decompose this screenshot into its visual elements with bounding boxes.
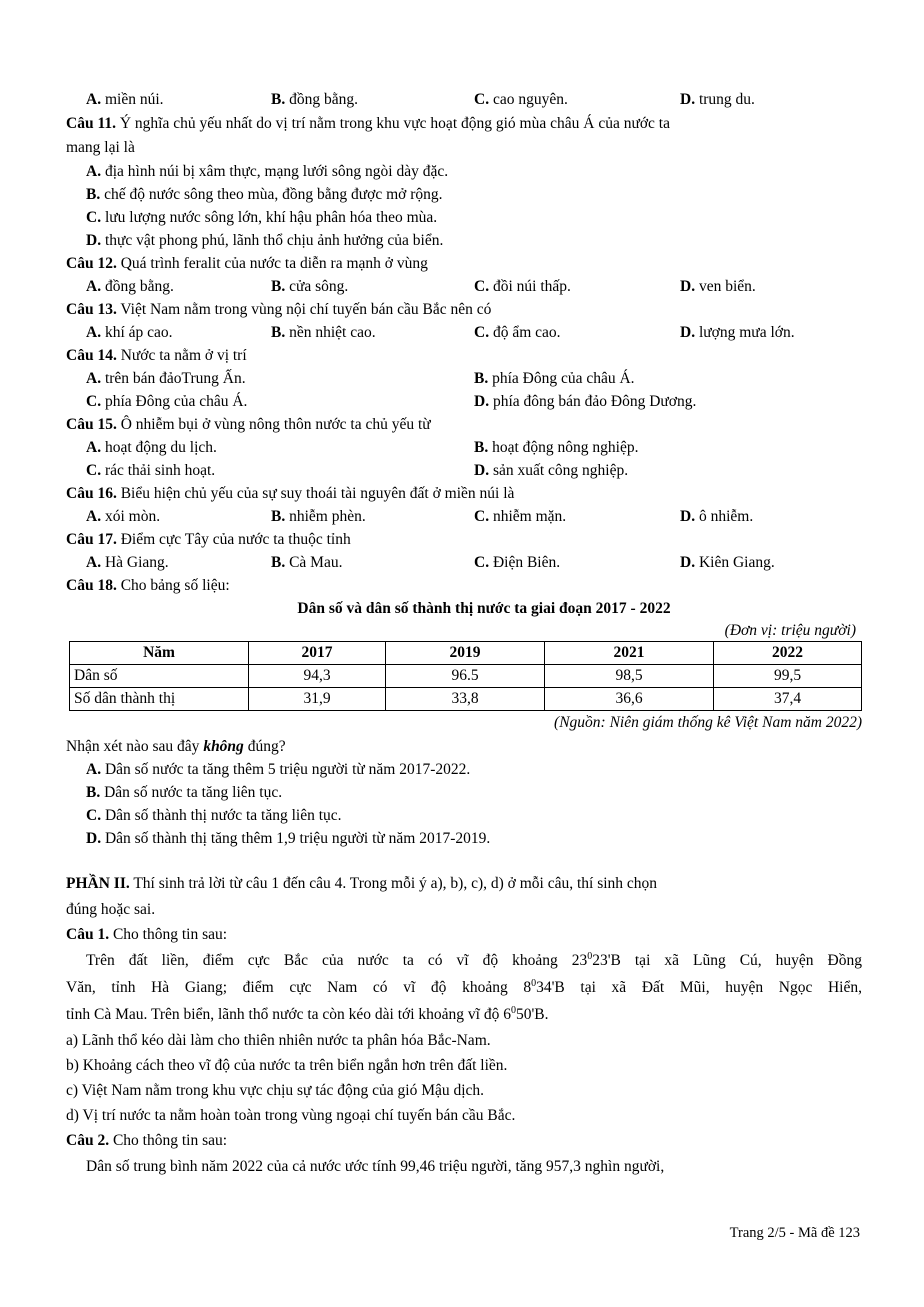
- table-header-cell: Năm: [70, 642, 249, 665]
- table-header-cell: 2019: [386, 642, 545, 665]
- table-row: [70, 688, 862, 711]
- q10-option-d: D. trung du.: [680, 91, 755, 108]
- q17-option-b: B. Cà Mau.: [271, 554, 343, 571]
- q11-option-b: B. chế độ nước sông theo mùa, đồng bằng được mở rộng.: [86, 186, 443, 203]
- q14-options-ab: [66, 367, 862, 390]
- q16-option-d: D. ô nhiễm.: [680, 508, 754, 525]
- q13-option-b: B. nền nhiệt cao.: [271, 324, 376, 341]
- table-cell: 33,8: [386, 688, 545, 711]
- table-cell: 37,4: [714, 688, 862, 711]
- p2-q2-info-line1: Dân số trung bình năm 2022 của cả nước ước tính 99,46 triệu người, tăng 957,3 nghìn người,: [86, 1158, 665, 1175]
- table-cell: 31,9: [249, 688, 386, 711]
- table-cell: 96.5: [386, 665, 545, 688]
- p2-q1-info-line1: Trên đất liền, điểm cực Bắc của nước ta có vĩ độ khoảng $23^023'B$ tại xã Lũng Cú, huyện Đồng: [86, 950, 862, 969]
- q17-options: [66, 551, 862, 574]
- q12-option-b: B. cửa sông.: [271, 278, 349, 295]
- table-cell: 99,5: [714, 665, 862, 688]
- table-cell: Số dân thành thị: [70, 688, 249, 711]
- q17-option-d: D. Kiên Giang.: [680, 554, 775, 571]
- table-cell: 36,6: [545, 688, 714, 711]
- p2-q1-statement-a: a) Lãnh thổ kéo dài làm cho thiên nhiên nước ta phân hóa Bắc-Nam.: [66, 1032, 491, 1049]
- q16-options: [66, 505, 862, 528]
- q13-option-d: D. lượng mưa lớn.: [680, 324, 795, 341]
- q10-option-a: A. miền núi.: [86, 91, 164, 108]
- q12-options: [66, 275, 862, 298]
- q14-option-b: B. phía Đông của châu Á.: [474, 370, 635, 387]
- q10-options: [66, 88, 862, 112]
- q18-ask: Nhận xét nào sau đây không đúng?: [66, 738, 286, 755]
- table-header-cell: 2022: [714, 642, 862, 665]
- table-header-row: [70, 642, 862, 665]
- table-unit: (Đơn vị: triệu người): [724, 622, 856, 639]
- q11-stem: Câu 11. Ý nghĩa chủ yếu nhất do vị trí nằm trong khu vực hoạt động gió mùa châu Á của nước ta: [66, 115, 670, 132]
- q12-option-c: C. đồi núi thấp.: [474, 278, 571, 295]
- q15-options-cd: [66, 459, 862, 482]
- p2-q1-info-line2: Văn, tỉnh Hà Giang; điểm cực Nam có vĩ độ khoảng $8^034'B$ tại xã Đất Mũi, huyện Ngọc Hiển,: [66, 977, 862, 996]
- q10-option-c: C. cao nguyên.: [474, 91, 568, 108]
- q18-option-d: D. Dân số thành thị tăng thêm 1,9 triệu người từ năm 2017-2019.: [86, 830, 491, 847]
- q17-option-a: A. Hà Giang.: [86, 554, 169, 571]
- q15-option-b: B. hoạt động nông nghiệp.: [474, 439, 639, 456]
- page-footer: Trang 2/5 - Mã đề 123: [729, 1225, 860, 1241]
- q18-stem: Câu 18. Cho bảng số liệu:: [66, 577, 230, 594]
- q15-options-ab: [66, 436, 862, 459]
- q12-option-d: D. ven biển.: [680, 278, 756, 295]
- q17-option-c: C. Điện Biên.: [474, 554, 561, 571]
- q12-stem: Câu 12. Quá trình feralit của nước ta diễn ra mạnh ở vùng: [66, 255, 428, 272]
- part2-intro: PHẦN II. Thí sinh trả lời từ câu 1 đến câu 4. Trong mỗi ý a), b), c), d) ở mỗi câu, thí sinh chọn: [66, 875, 658, 892]
- p2-q1-statement-d: d) Vị trí nước ta nằm hoàn toàn trong vùng ngoại chí tuyến bán cầu Bắc.: [66, 1107, 516, 1124]
- table-header-cell: 2017: [249, 642, 386, 665]
- q14-options-cd: [66, 390, 862, 413]
- table-cell: 98,5: [545, 665, 714, 688]
- q16-stem: Câu 16. Biểu hiện chủ yếu của sự suy thoái tài nguyên đất ở miền núi là: [66, 485, 515, 502]
- q18-option-c: C. Dân số thành thị nước ta tăng liên tục.: [86, 807, 342, 824]
- q15-stem: Câu 15. Ô nhiễm bụi ở vùng nông thôn nước ta chủ yếu từ: [66, 416, 431, 433]
- q13-option-c: C. độ ẩm cao.: [474, 324, 561, 341]
- q10-option-b: B. đồng bằng.: [271, 91, 358, 108]
- q13-options: [66, 321, 862, 344]
- p2-q2-stem: Câu 2. Cho thông tin sau:: [66, 1132, 228, 1149]
- q17-stem: Câu 17. Điểm cực Tây của nước ta thuộc tỉnh: [66, 531, 351, 548]
- p2-q1-statement-c: c) Việt Nam nằm trong khu vực chịu sự tác động của gió Mậu dịch.: [66, 1082, 485, 1099]
- exam-page: [66, 88, 862, 1180]
- q18-option-a: A. Dân số nước ta tăng thêm 5 triệu người từ năm 2017-2022.: [86, 761, 471, 778]
- q13-option-a: A. khí áp cao.: [86, 324, 173, 341]
- table-header-cell: 2021: [545, 642, 714, 665]
- table-title: Dân số và dân số thành thị nước ta giai đoạn 2017 - 2022: [297, 600, 671, 617]
- p2-q1-info-line3: tỉnh Cà Mau. Trên biển, lãnh thổ nước ta còn kéo dài tới khoảng vĩ độ $6^050'B$.: [66, 1004, 549, 1023]
- table-row: [70, 665, 862, 688]
- q16-option-a: A. xói mòn.: [86, 508, 161, 525]
- q11-option-c: C. lưu lượng nước sông lớn, khí hậu phân hóa theo mùa.: [86, 209, 438, 226]
- q15-option-a: A. hoạt động du lịch.: [86, 439, 217, 456]
- p2-q1-statement-b: b) Khoảng cách theo vĩ độ của nước ta trên biển ngắn hơn trên đất liền.: [66, 1057, 508, 1074]
- q18-option-b: B. Dân số nước ta tăng liên tục.: [86, 784, 283, 801]
- p2-q1-stem: Câu 1. Cho thông tin sau:: [66, 926, 228, 943]
- q15-option-c: C. rác thải sinh hoạt.: [86, 462, 216, 479]
- q14-option-d: D. phía đông bán đảo Đông Dương.: [474, 393, 697, 410]
- q14-option-a: A. trên bán đảoTrung Ấn.: [86, 370, 246, 387]
- q11-option-a: A. địa hình núi bị xâm thực, mạng lưới sông ngòi dày đặc.: [86, 163, 449, 180]
- q14-option-c: C. phía Đông của châu Á.: [86, 393, 248, 410]
- table-cell: Dân số: [70, 665, 249, 688]
- q16-option-b: B. nhiễm phèn.: [271, 508, 366, 525]
- table-cell: 94,3: [249, 665, 386, 688]
- q11-option-d: D. thực vật phong phú, lãnh thổ chịu ảnh hưởng của biển.: [86, 232, 444, 249]
- q11-stem-cont: mang lại là: [66, 139, 135, 156]
- q16-option-c: C. nhiễm mặn.: [474, 508, 567, 525]
- population-table: [69, 641, 862, 711]
- q15-option-d: D. sản xuất công nghiệp.: [474, 462, 629, 479]
- q13-stem: Câu 13. Việt Nam nằm trong vùng nội chí tuyến bán cầu Bắc nên có: [66, 301, 492, 318]
- part2-intro-cont: đúng hoặc sai.: [66, 901, 156, 918]
- q14-stem: Câu 14. Nước ta nằm ở vị trí: [66, 347, 247, 364]
- table-source: (Nguồn: Niên giám thống kê Việt Nam năm 2022): [554, 714, 862, 731]
- q12-option-a: A. đồng bằng.: [86, 278, 174, 295]
